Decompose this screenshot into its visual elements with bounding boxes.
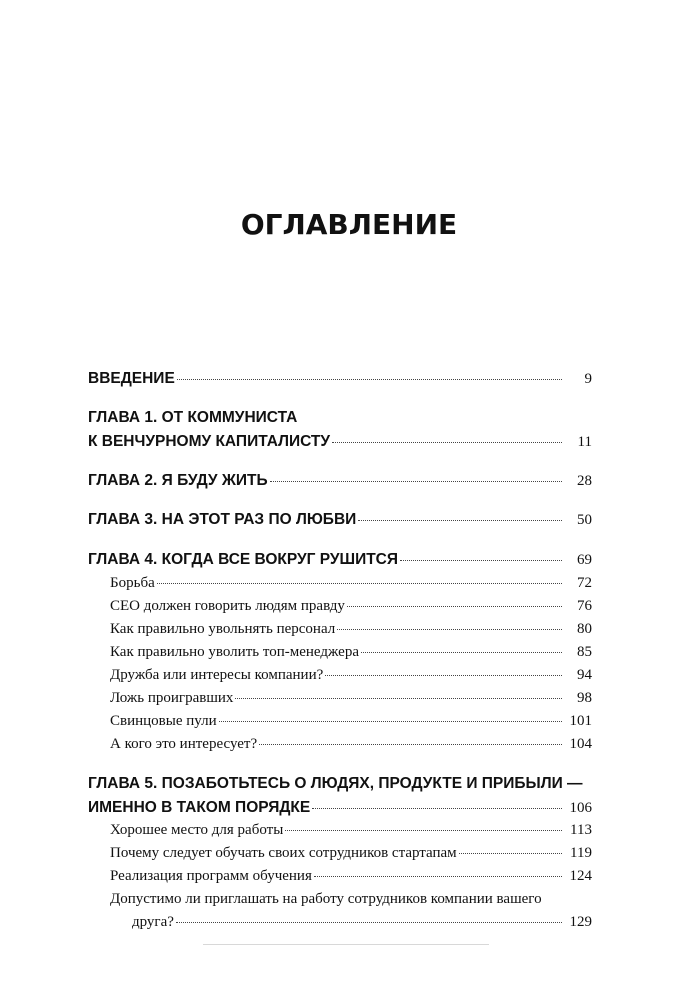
toc-section[interactable]	[110, 713, 592, 730]
dot-leader	[157, 583, 562, 584]
dot-leader	[459, 853, 562, 854]
toc-entry-title: ВВЕДЕНИЕ	[88, 370, 175, 387]
toc-section[interactable]	[110, 822, 592, 839]
toc-section-title: А кого это интересует?	[110, 736, 258, 752]
toc-section[interactable]	[110, 690, 592, 707]
dot-leader	[361, 652, 562, 653]
toc-section-title: друга?	[132, 914, 174, 930]
toc-entry-title: ГЛАВА 2. Я БУДУ ЖИТЬ	[88, 472, 268, 489]
toc-section-title: Свинцовые пули	[110, 713, 217, 729]
toc-section[interactable]	[110, 868, 592, 885]
dot-leader	[177, 379, 562, 380]
toc-entry-chapter-1-line1[interactable]: ГЛАВА 1. ОТ КОММУНИСТА	[88, 409, 298, 426]
toc-section-title: Реализация программ обучения	[110, 868, 312, 884]
page-title: ОГЛАВЛЕНИЕ	[240, 208, 458, 241]
toc-entry-chapter-3[interactable]	[88, 511, 592, 529]
footer-rule	[203, 944, 489, 945]
dot-leader	[270, 481, 562, 482]
toc-section-line1[interactable]: Допустимо ли приглашать на работу сотрудников компании вашего	[110, 891, 542, 907]
toc-section[interactable]	[110, 598, 592, 615]
dot-leader	[259, 744, 562, 745]
toc-section[interactable]	[110, 575, 592, 592]
toc-entry-title: ИМЕННО В ТАКОМ ПОРЯДКЕ	[88, 799, 311, 816]
toc-page-number: 50	[577, 512, 592, 528]
toc-section[interactable]	[110, 845, 592, 862]
toc-page-number: 113	[570, 822, 592, 838]
toc-section-title: Хорошее место для работы	[110, 822, 284, 838]
toc-page-number: 9	[584, 371, 592, 387]
toc-entry-chapter-1[interactable]	[88, 433, 592, 451]
toc-entry-chapter-5-line1[interactable]: ГЛАВА 5. ПОЗАБОТЬТЕСЬ О ЛЮДЯХ, ПРОДУКТЕ И ПРИБЫЛИ —	[88, 775, 583, 792]
toc-entry-chapter-4[interactable]	[88, 551, 592, 569]
toc-section-title: Как правильно увольнять персонал	[110, 621, 336, 637]
toc-section-title: Дружба или интересы компании?	[110, 667, 324, 683]
dot-leader	[332, 442, 562, 443]
dot-leader	[312, 808, 562, 809]
toc-page-number: 69	[577, 552, 592, 568]
toc-page-number: 104	[569, 736, 592, 752]
toc-page-number: 106	[569, 800, 592, 816]
toc-section-title: Как правильно уволить топ-менеджера	[110, 644, 359, 660]
toc-page-number: 98	[577, 690, 592, 706]
toc-page-number: 80	[577, 621, 592, 637]
toc-page-number: 76	[577, 598, 592, 614]
toc-page-number: 124	[569, 868, 592, 884]
toc-page-number: 101	[569, 713, 592, 729]
toc-page-number: 72	[577, 575, 592, 591]
toc-section[interactable]	[110, 667, 592, 684]
dot-leader	[358, 520, 562, 521]
toc-section[interactable]	[110, 644, 592, 661]
toc-section-title: Почему следует обучать своих сотрудников стартапам	[110, 845, 457, 861]
toc-entry-chapter-2[interactable]	[88, 472, 592, 490]
toc-entry-title: К ВЕНЧУРНОМУ КАПИТАЛИСТУ	[88, 433, 331, 450]
toc-page-number: 85	[577, 644, 592, 660]
dot-leader	[219, 721, 562, 722]
dot-leader	[347, 606, 562, 607]
dot-leader	[400, 560, 562, 561]
toc-page-number: 119	[570, 845, 592, 861]
dot-leader	[314, 876, 562, 877]
toc-section[interactable]	[110, 621, 592, 638]
dot-leader	[176, 922, 562, 923]
dot-leader	[285, 830, 562, 831]
toc-section[interactable]	[132, 914, 592, 931]
toc-section-title: Ложь проигравших	[110, 690, 234, 706]
dot-leader	[235, 698, 562, 699]
toc-entry-chapter-5[interactable]	[88, 799, 592, 817]
toc-page-number: 129	[569, 914, 592, 930]
toc-entry-title: ГЛАВА 3. НА ЭТОТ РАЗ ПО ЛЮБВИ	[88, 511, 357, 528]
toc-page-number: 94	[577, 667, 592, 683]
toc-section-title: CEO должен говорить людям правду	[110, 598, 345, 614]
toc-section[interactable]	[110, 736, 592, 753]
dot-leader	[337, 629, 562, 630]
toc-section-title: Борьба	[110, 575, 155, 591]
toc-page-number: 28	[577, 473, 592, 489]
toc-page-number: 11	[577, 434, 592, 450]
toc-entry-title: ГЛАВА 4. КОГДА ВСЕ ВОКРУГ РУШИТСЯ	[88, 551, 399, 568]
dot-leader	[325, 675, 562, 676]
toc-entry-introduction[interactable]	[88, 370, 592, 388]
